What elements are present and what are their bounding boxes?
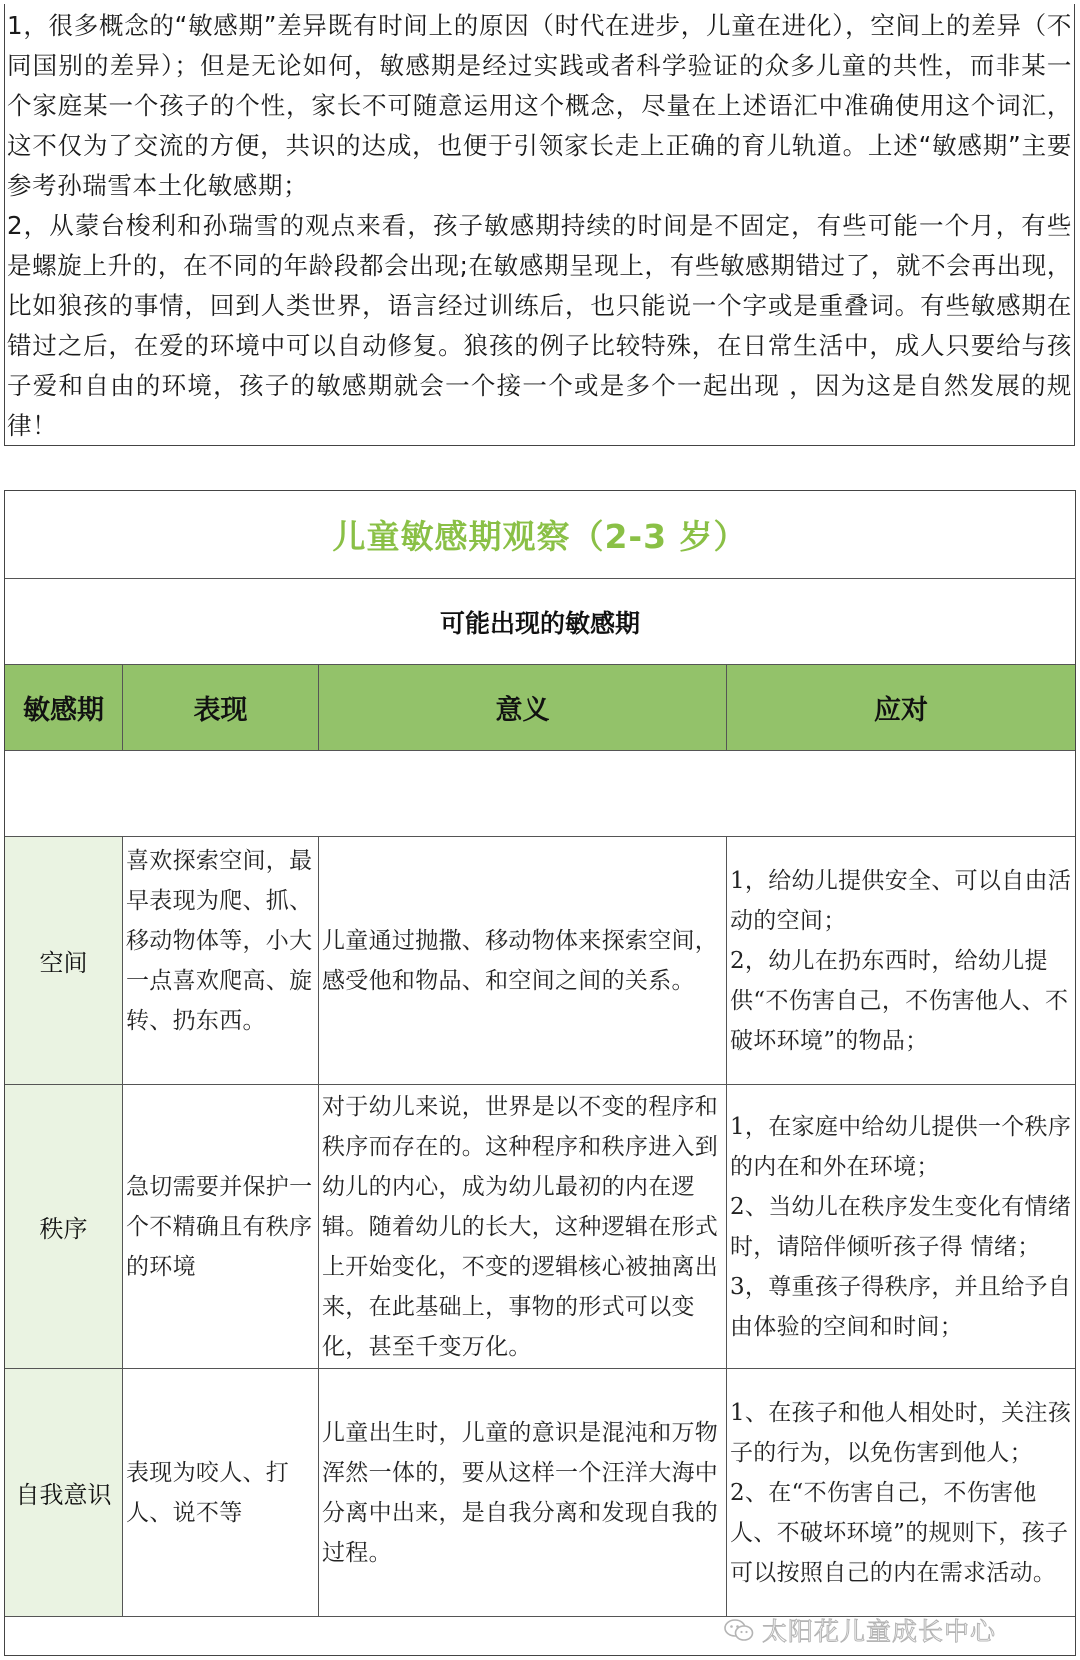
header-response: 应对 xyxy=(874,695,928,726)
table-title: 儿童敏感期观察（2-3 岁） xyxy=(332,517,748,556)
response-text: 1，在家庭中给幼儿提供一个秩序的内在和外在环境； 2、当幼儿在秩序发生变化有情绪时，请陪伴倾听孩子得 情绪； 3，尊重孩子得秩序，并且给予自由体验的空间和时间； xyxy=(730,1113,1072,1340)
behavior-cell xyxy=(123,1085,319,1368)
meaning-cell xyxy=(319,837,727,1084)
response-text: 1、在孩子和他人相处时，关注孩子的行为，以免伤害到他人； 2、在“不伤害自己，不伤害他人、不破坏环境”的规则下，孩子可以按照自己的内在需求活动。 xyxy=(730,1399,1072,1586)
response-cell xyxy=(727,1369,1075,1616)
behavior-cell xyxy=(123,1369,319,1616)
meaning-text: 儿童通过抛撒、移动物体来探索空间，感受他和物品、和空间之间的关系。 xyxy=(322,927,719,994)
header-behavior: 表现 xyxy=(123,665,319,750)
behavior-text: 喜欢探索空间，最早表现为爬、抓、移动物体等，小大一点喜欢爬高、旋转、扔东西。 xyxy=(126,848,313,1034)
behavior-cell xyxy=(123,837,319,1084)
table-row xyxy=(5,837,1075,1085)
meaning-text: 对于幼儿来说，世界是以不变的程序和秩序而存在的。这种程序和秩序进入到幼儿的内心，成为幼儿最初的内在逻辑。随着幼儿的长大，这种逻辑在形式上开始变化，不变的逻辑核心被抽离出来，在此基础上，事物的形式可以变化，甚至千变万化。 xyxy=(322,1093,719,1360)
meaning-cell xyxy=(319,1085,727,1368)
response-cell xyxy=(727,1085,1075,1368)
table-row xyxy=(5,1085,1075,1369)
header-meaning: 意义 xyxy=(319,665,727,750)
note-box xyxy=(4,4,1075,446)
table-header-row xyxy=(5,665,1075,751)
sensitive-period-table xyxy=(4,490,1076,1656)
empty-row xyxy=(5,751,1075,837)
header-period: 敏感期 xyxy=(5,665,123,750)
table-row xyxy=(5,1369,1075,1617)
period-name: 秩序 xyxy=(5,1085,123,1368)
period-name: 自我意识 xyxy=(5,1369,123,1616)
behavior-text: 表现为咬人、打人、说不等 xyxy=(126,1459,290,1526)
table-subtitle: 可能出现的敏感期 xyxy=(439,608,640,638)
wechat-icon xyxy=(724,1618,754,1642)
response-text: 1，给幼儿提供安全、可以自由活动的空间； 2，幼儿在扔东西时，给幼儿提供“不伤害自己，不伤害他人、不破坏环境”的物品； xyxy=(730,867,1072,1054)
behavior-text: 急切需要并保护一个不精确且有秩序的环境 xyxy=(126,1173,313,1280)
note-paragraph-2: 2，从蒙台梭利和孙瑞雪的观点来看，孩子敏感期持续的时间是不固定，有些可能一个月，有些是螺旋上升的，在不同的年龄段都会出现;在敏感期呈现上，有些敏感期错过了，就不会再出现，比如狼孩的事情，回到人类世界，语言经过训练后，也只能说一个字或是重叠词。有些敏感期在错过之后，在爱的环境中可以自动修复。狼孩的例子比较特殊，在日常生活中，成人只要给与孩子爱和自由的环境，孩子的敏感期就会一个接一个或是多个一起出现 ，因为这是自然发展的规律！ xyxy=(7,211,1072,440)
table-subtitle-row xyxy=(5,579,1075,665)
watermark xyxy=(724,1612,996,1648)
response-cell xyxy=(727,837,1075,1084)
watermark-text: 太阳花儿童成长中心 xyxy=(761,1617,996,1646)
note-paragraph-1: 1，很多概念的“敏感期”差异既有时间上的原因（时代在进步，儿童在进化），空间上的差异（不同国别的差异）；但是无论如何，敏感期是经过实践或者科学验证的众多儿童的共性，而非某一个家庭某一个孩子的个性，家长不可随意运用这个概念，尽量在上述语汇中准确使用这个词汇，这不仅为了交流的方便，共识的达成，也便于引领家长走上正确的育儿轨道。上述“敏感期”主要参考孙瑞雪本土化敏感期； xyxy=(7,11,1072,200)
table-title-row xyxy=(5,491,1075,579)
meaning-cell xyxy=(319,1369,727,1616)
period-name: 空间 xyxy=(5,837,123,1084)
meaning-text: 儿童出生时，儿童的意识是混沌和万物浑然一体的，要从这样一个汪洋大海中分离中出来，是自我分离和发现自我的过程。 xyxy=(322,1419,719,1566)
